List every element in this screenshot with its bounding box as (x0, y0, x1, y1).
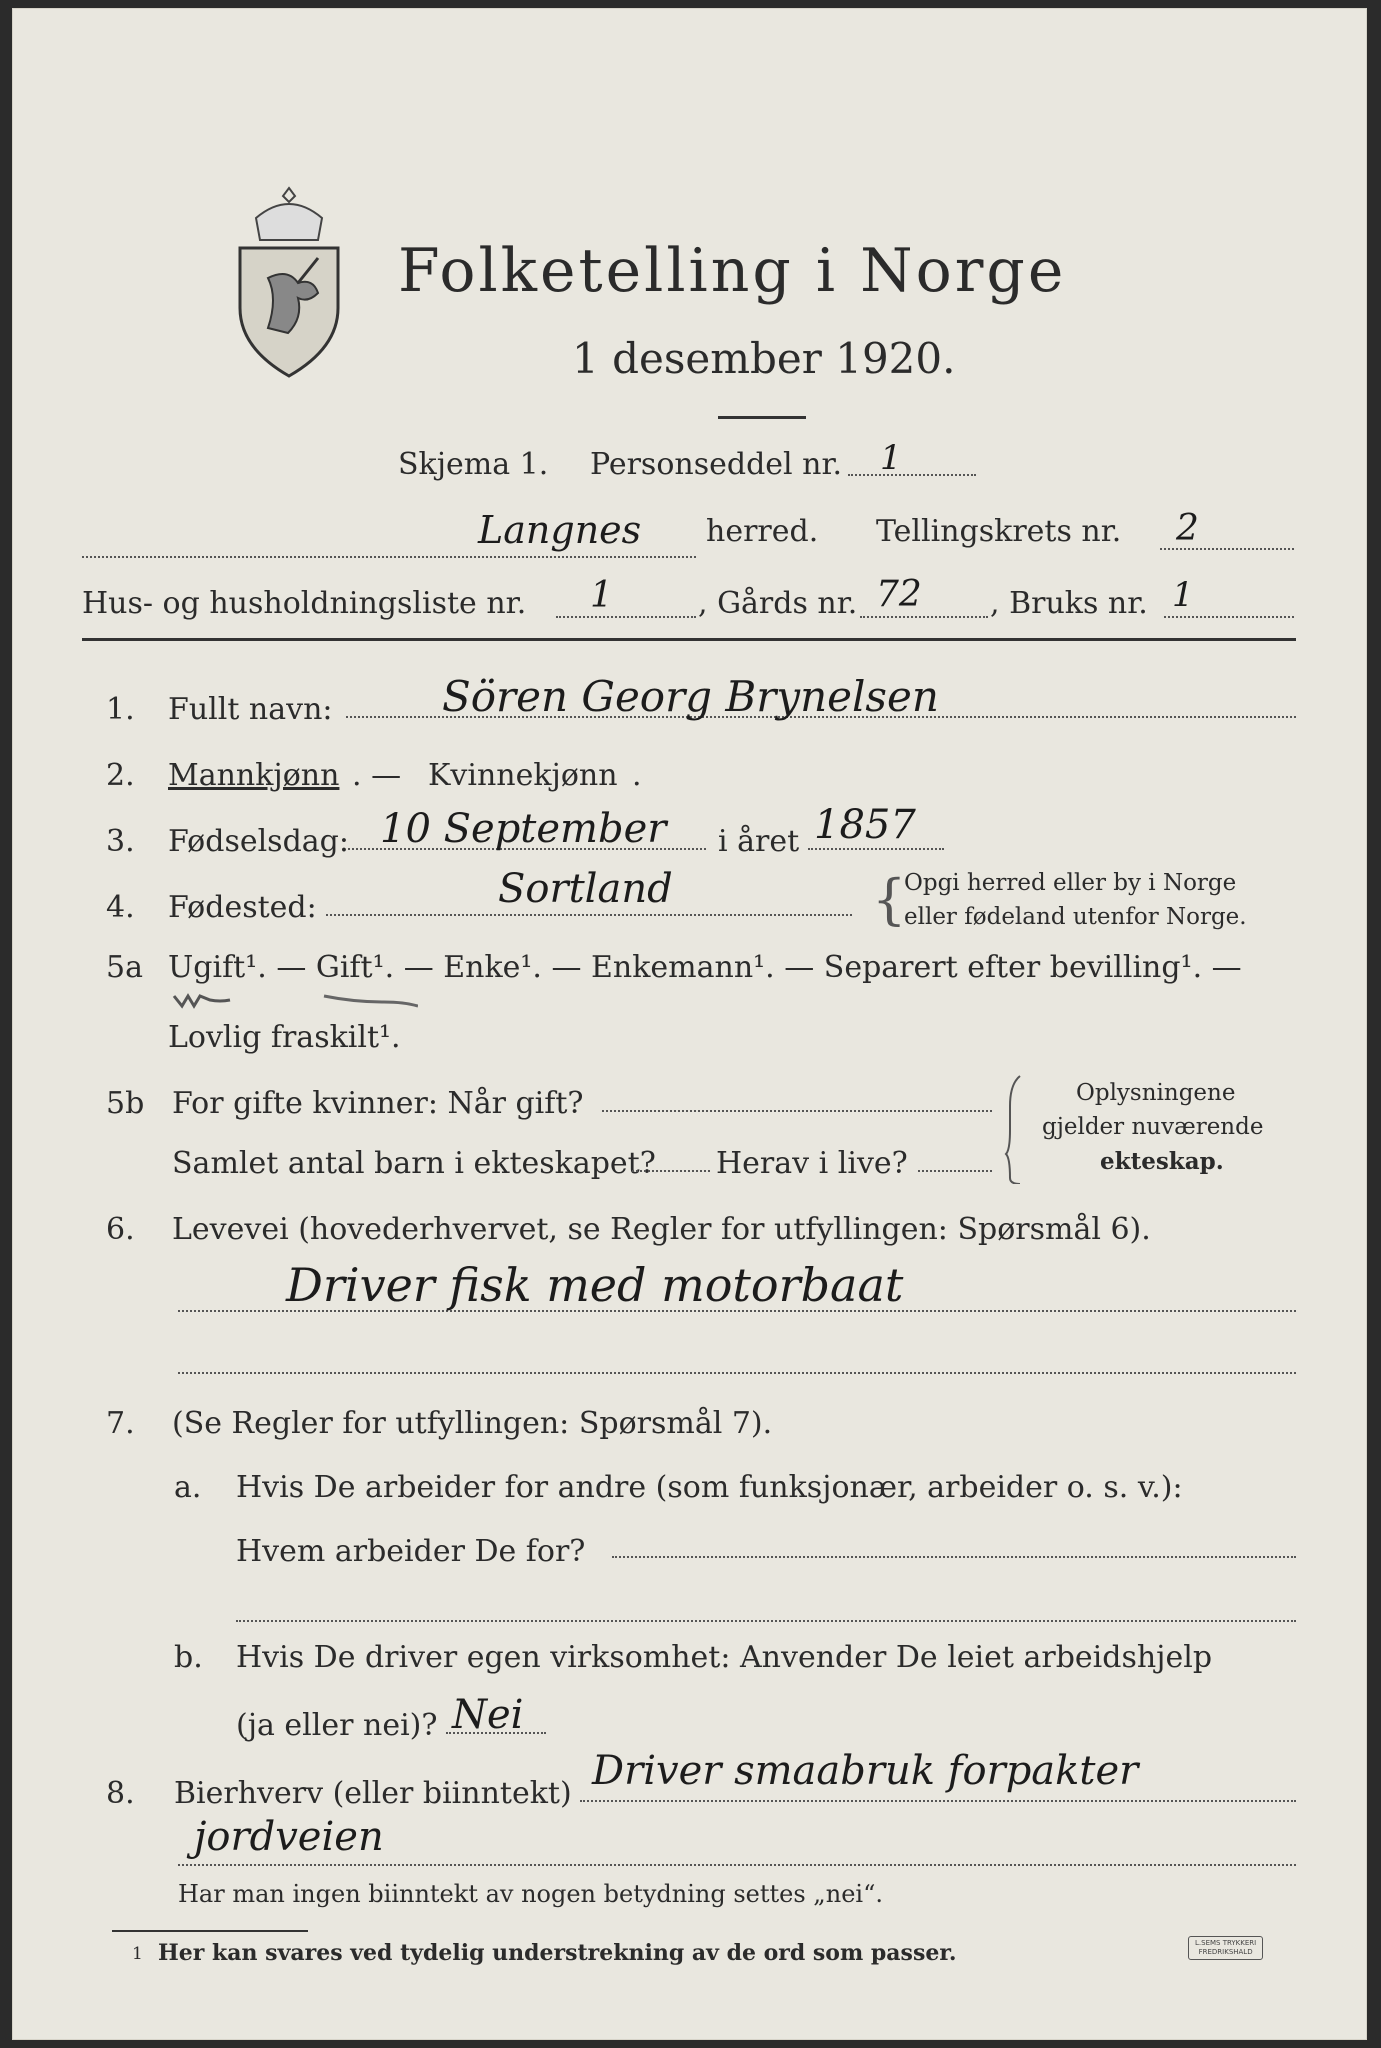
personseddel-line (848, 474, 976, 476)
q2-female: Kvinnekjønn (428, 758, 618, 793)
q4-note-line1: Opgi herred eller by i Norge (904, 870, 1237, 896)
q8-line1 (580, 1800, 1296, 1802)
q5b-label-alive: Herav i live? (716, 1146, 908, 1181)
herred-label: herred. (706, 514, 819, 549)
herred-value: Langnes (478, 508, 642, 552)
q3-year-value: 1857 (814, 802, 916, 848)
printer-stamp-line1: L.SEMS TRYKKERI (1195, 1939, 1257, 1947)
q6-line2 (178, 1372, 1296, 1374)
q5b-label-married: For gifte kvinner: Når gift? (172, 1086, 584, 1121)
q8-number: 8. (106, 1776, 135, 1811)
footnote-divider (112, 1930, 308, 1932)
personseddel-value: 1 (880, 438, 902, 478)
q1-label: Fullt navn: (168, 692, 333, 727)
q7a-letter: a. (174, 1470, 202, 1505)
q2-male: Mannkjønn (168, 758, 340, 793)
q7-number: 7. (106, 1406, 135, 1441)
q7a-line2 (236, 1620, 1296, 1622)
q5b-note-line1: Oplysningene (1076, 1080, 1236, 1106)
schema-label: Skjema 1. (398, 447, 549, 482)
q3-year-line (808, 848, 944, 850)
gards-line (860, 616, 988, 618)
q5a-options-line2: Lovlig fraskilt¹. (168, 1020, 401, 1055)
gards-label: , Gårds nr. (698, 586, 858, 621)
q3-label: Fødselsdag: (168, 824, 349, 859)
q4-note-line2: eller fødeland utenfor Norge. (904, 904, 1247, 930)
q7a-line1 (612, 1556, 1296, 1558)
bruks-label: , Bruks nr. (990, 586, 1148, 621)
q3-year-label: i året (718, 824, 800, 859)
q8-value: Driver smaabruk forpakter (592, 1748, 1139, 1794)
ugift-underline-mark (168, 988, 418, 1014)
printer-stamp (1188, 1936, 1263, 1960)
q5b-married-line (602, 1110, 992, 1112)
gards-value: 72 (876, 574, 922, 615)
tellingskrets-value: 2 (1176, 508, 1199, 549)
footnote-text: Her kan svares ved tydelig understrekning av de ord som passer. (158, 1940, 957, 1966)
q1-number: 1. (106, 692, 135, 727)
tellingskrets-label: Tellingskrets nr. (876, 514, 1122, 549)
hus-label: Hus- og husholdningsliste nr. (82, 586, 527, 621)
q6-label: Levevei (hovederhvervet, se Regler for utfyllingen: Spørsmål 6). (172, 1212, 1151, 1247)
footnote-number: 1 (132, 1944, 143, 1964)
q5b-label-children: Samlet antal barn i ekteskapet? (172, 1146, 656, 1181)
q7b-label: Hvis De driver egen virksomhet: Anvender De leiet arbeidshjelp (236, 1640, 1213, 1675)
q8-line2 (178, 1864, 1296, 1866)
q7b-value: Nei (452, 1692, 524, 1738)
q5b-brace (1004, 1072, 1024, 1184)
q7a-label-line2: Hvem arbeider De for? (236, 1534, 586, 1569)
herred-line (82, 556, 696, 558)
form-title: Folketelling i Norge (398, 236, 1067, 306)
q2-end: . (632, 758, 642, 793)
q4-brace: { (872, 868, 907, 931)
title-divider (718, 416, 806, 419)
q4-value: Sortland (498, 866, 673, 912)
hus-line (556, 616, 696, 618)
norway-coat-of-arms-icon (228, 178, 350, 378)
q4-line (326, 914, 852, 916)
q5b-alive-line (918, 1170, 992, 1172)
q5b-number: 5b (106, 1086, 145, 1121)
printer-stamp-line2: FREDRIKSHALD (1198, 1948, 1253, 1956)
personseddel-label: Personseddel nr. (590, 447, 843, 482)
q8-value-line2: jordveien (194, 1814, 384, 1860)
q2-separator: . — (352, 758, 402, 793)
q6-number: 6. (106, 1212, 135, 1247)
q4-number: 4. (106, 890, 135, 925)
q2-number: 2. (106, 758, 135, 793)
q1-value: Sören Georg Brynelsen (442, 672, 939, 721)
q5a-number: 5a (106, 950, 143, 985)
q7b-letter: b. (174, 1640, 203, 1675)
q3-value: 10 September (380, 806, 667, 852)
form-date: 1 desember 1920. (572, 334, 956, 383)
q4-label: Fødested: (168, 890, 317, 925)
header-divider (82, 638, 1296, 641)
q5b-note-line2: gjelder nuværende (1042, 1114, 1264, 1140)
q7b-label-line2: (ja eller nei)? (236, 1708, 438, 1743)
q7-label: (Se Regler for utfyllingen: Spørsmål 7). (172, 1406, 773, 1441)
q7a-label: Hvis De arbeider for andre (som funksjonær, arbeider o. s. v.): (236, 1470, 1183, 1505)
q8-label: Bierhverv (eller biinntekt) (174, 1776, 572, 1811)
q5b-children-line (632, 1170, 710, 1172)
q5a-options: Ugift¹. — Gift¹. — Enke¹. — Enkemann¹. — Separert efter bevilling¹. — (168, 950, 1242, 985)
bruks-line (1164, 616, 1294, 618)
q3-number: 3. (106, 824, 135, 859)
q5b-note-line3: ekteskap. (1100, 1148, 1224, 1175)
hus-value: 1 (590, 575, 613, 616)
q6-value: Driver fisk med motorbaat (286, 1258, 904, 1312)
q8-note: Har man ingen biinntekt av nogen betydning settes „nei“. (178, 1880, 883, 1908)
bruks-value: 1 (1172, 575, 1194, 615)
